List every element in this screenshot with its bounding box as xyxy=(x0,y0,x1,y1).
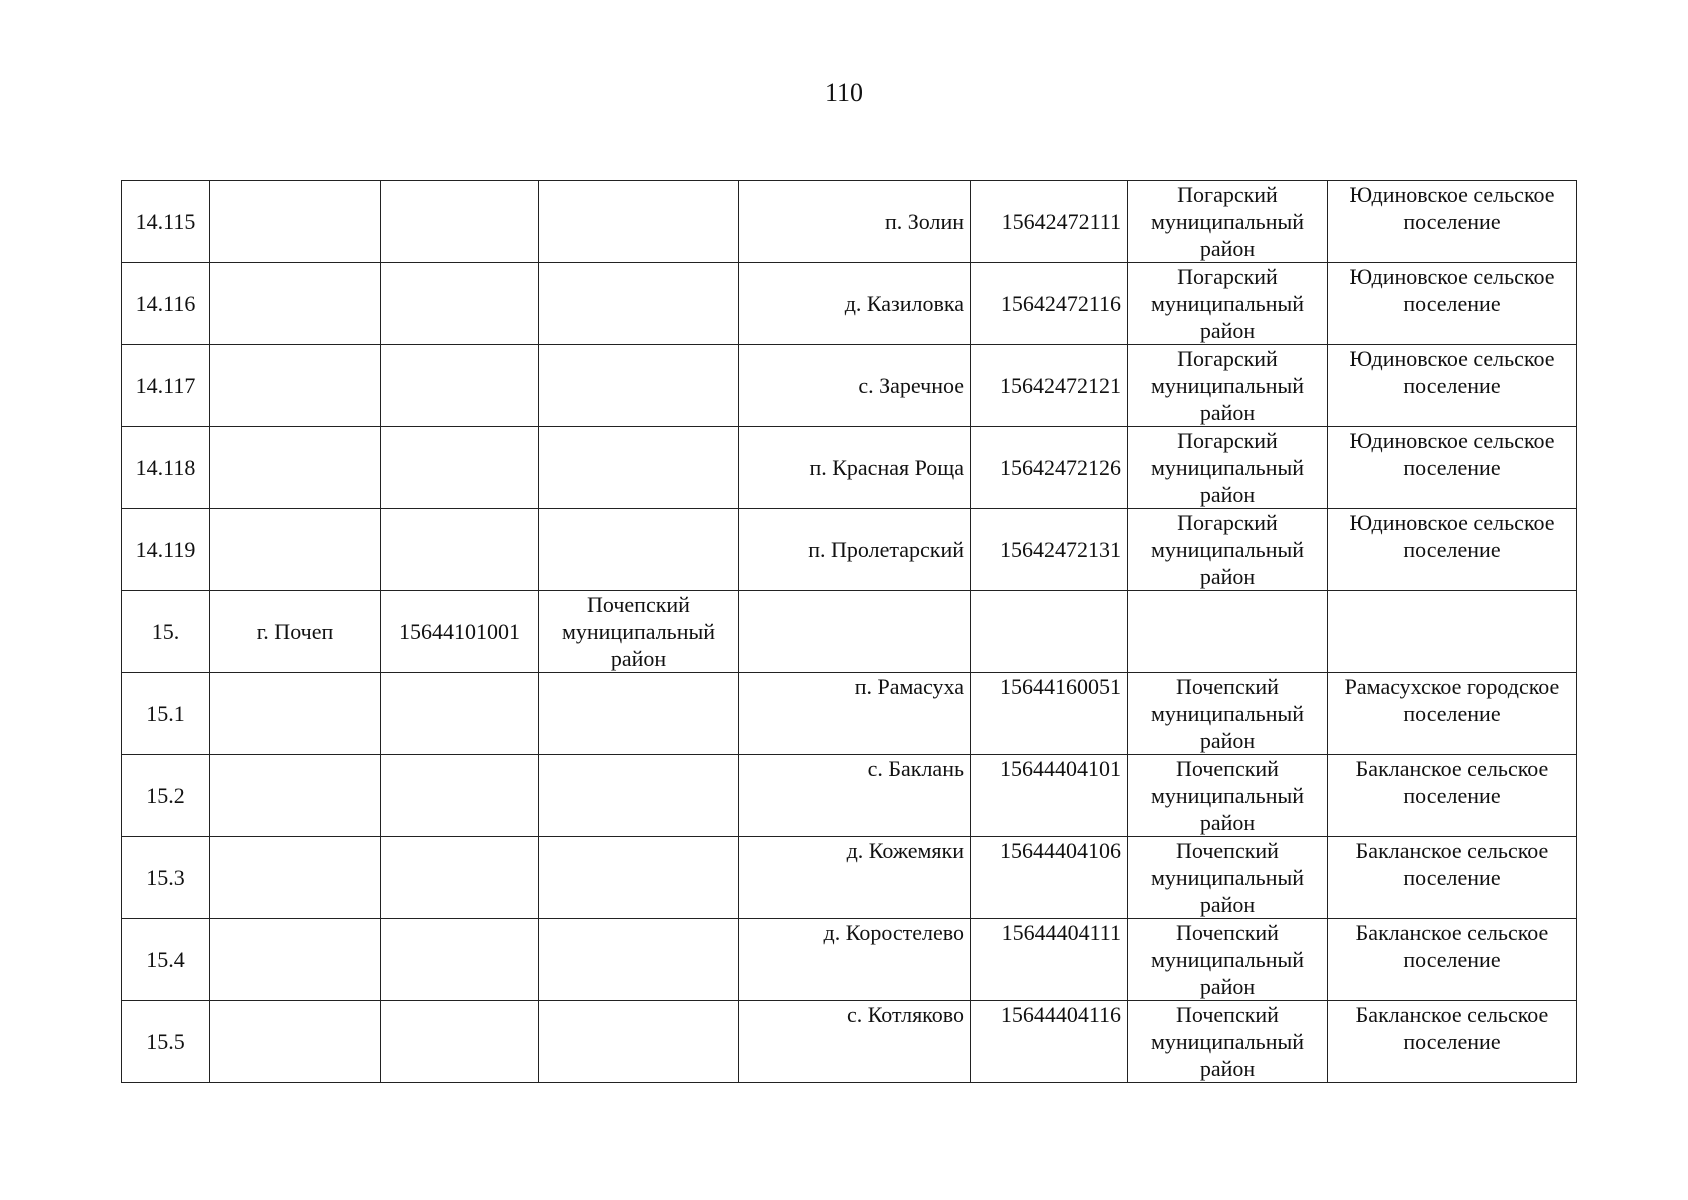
table-row xyxy=(122,345,1577,427)
city-code-cell xyxy=(381,427,539,509)
city-cell: г. Почеп xyxy=(210,591,381,673)
district-cell: Почепский муниципальный район xyxy=(539,591,739,673)
settlement-cell: с. Котляково xyxy=(739,1001,971,1083)
city-code-cell xyxy=(381,919,539,1001)
city-cell xyxy=(210,837,381,919)
settlement-cell: п. Рамасуха xyxy=(739,673,971,755)
settlement-cell: с. Баклань xyxy=(739,755,971,837)
city-cell xyxy=(210,1001,381,1083)
city-cell xyxy=(210,755,381,837)
table-row xyxy=(122,755,1577,837)
oktmo-code-cell: 15644160051 xyxy=(971,673,1128,755)
settlement-cell: п. Пролетарский xyxy=(739,509,971,591)
settlement-cell xyxy=(739,591,971,673)
city-code-cell xyxy=(381,1001,539,1083)
city-cell xyxy=(210,181,381,263)
district-cell xyxy=(539,673,739,755)
posting-cell: Рамасухское городское поселение xyxy=(1328,673,1577,755)
row-number-cell: 15.2 xyxy=(122,755,210,837)
city-code-cell xyxy=(381,509,539,591)
posting-cell: Юдиновское сельское поселение xyxy=(1328,181,1577,263)
municipality-cell: Погарский муниципальный район xyxy=(1128,345,1328,427)
settlement-cell: п. Красная Роща xyxy=(739,427,971,509)
row-number-cell: 14.117 xyxy=(122,345,210,427)
row-number-cell: 15.4 xyxy=(122,919,210,1001)
district-cell xyxy=(539,919,739,1001)
city-code-cell xyxy=(381,345,539,427)
district-cell xyxy=(539,1001,739,1083)
municipality-cell xyxy=(1128,591,1328,673)
row-number-cell: 14.118 xyxy=(122,427,210,509)
posting-cell: Юдиновское сельское поселение xyxy=(1328,345,1577,427)
oktmo-code-cell: 15642472111 xyxy=(971,181,1128,263)
municipality-cell: Погарский муниципальный район xyxy=(1128,181,1328,263)
settlement-cell: п. Золин xyxy=(739,181,971,263)
municipality-cell: Почепский муниципальный район xyxy=(1128,919,1328,1001)
oktmo-code-cell: 15642472131 xyxy=(971,509,1128,591)
page-number: 110 xyxy=(824,78,864,107)
city-cell xyxy=(210,509,381,591)
row-number-cell: 14.115 xyxy=(122,181,210,263)
municipality-cell: Погарский муниципальный район xyxy=(1128,427,1328,509)
district-cell xyxy=(539,263,739,345)
municipality-cell: Погарский муниципальный район xyxy=(1128,263,1328,345)
city-cell xyxy=(210,427,381,509)
settlement-cell: д. Казиловка xyxy=(739,263,971,345)
oktmo-code-cell: 15644404116 xyxy=(971,1001,1128,1083)
row-number-cell: 14.116 xyxy=(122,263,210,345)
table-row xyxy=(122,1001,1577,1083)
row-number-cell: 15.5 xyxy=(122,1001,210,1083)
row-number-cell: 14.119 xyxy=(122,509,210,591)
municipality-cell: Погарский муниципальный район xyxy=(1128,509,1328,591)
posting-cell: Бакланское сельское поселение xyxy=(1328,755,1577,837)
row-number-cell: 15.1 xyxy=(122,673,210,755)
table-row xyxy=(122,263,1577,345)
oktmo-code-cell: 15642472116 xyxy=(971,263,1128,345)
city-code-cell: 15644101001 xyxy=(381,591,539,673)
posting-cell: Бакланское сельское поселение xyxy=(1328,837,1577,919)
table-row xyxy=(122,673,1577,755)
municipality-cell: Почепский муниципальный район xyxy=(1128,755,1328,837)
district-cell xyxy=(539,509,739,591)
oktmo-code-cell: 15642472126 xyxy=(971,427,1128,509)
oktmo-code-cell: 15644404106 xyxy=(971,837,1128,919)
oktmo-code-cell: 15642472121 xyxy=(971,345,1128,427)
district-cell xyxy=(539,427,739,509)
table-row xyxy=(122,919,1577,1001)
district-cell xyxy=(539,755,739,837)
city-code-cell xyxy=(381,263,539,345)
city-code-cell xyxy=(381,181,539,263)
settlement-cell: д. Кожемяки xyxy=(739,837,971,919)
oktmo-code-cell xyxy=(971,591,1128,673)
row-number-cell: 15. xyxy=(122,591,210,673)
table-row xyxy=(122,509,1577,591)
city-cell xyxy=(210,345,381,427)
municipality-cell: Почепский муниципальный район xyxy=(1128,1001,1328,1083)
table-body xyxy=(122,181,1577,1083)
city-cell xyxy=(210,263,381,345)
table-row xyxy=(122,181,1577,263)
posting-cell: Юдиновское сельское поселение xyxy=(1328,263,1577,345)
municipality-cell: Почепский муниципальный район xyxy=(1128,837,1328,919)
city-cell xyxy=(210,673,381,755)
city-code-cell xyxy=(381,673,539,755)
table-row xyxy=(122,837,1577,919)
settlements-table xyxy=(121,180,1577,1083)
municipality-cell: Почепский муниципальный район xyxy=(1128,673,1328,755)
posting-cell: Бакланское сельское поселение xyxy=(1328,1001,1577,1083)
city-code-cell xyxy=(381,755,539,837)
city-code-cell xyxy=(381,837,539,919)
city-cell xyxy=(210,919,381,1001)
district-cell xyxy=(539,837,739,919)
settlement-cell: с. Заречное xyxy=(739,345,971,427)
district-cell xyxy=(539,181,739,263)
table-row xyxy=(122,427,1577,509)
table-row xyxy=(122,591,1577,673)
oktmo-code-cell: 15644404111 xyxy=(971,919,1128,1001)
posting-cell: Юдиновское сельское поселение xyxy=(1328,427,1577,509)
posting-cell: Бакланское сельское поселение xyxy=(1328,919,1577,1001)
district-cell xyxy=(539,345,739,427)
oktmo-code-cell: 15644404101 xyxy=(971,755,1128,837)
posting-cell: Юдиновское сельское поселение xyxy=(1328,509,1577,591)
posting-cell xyxy=(1328,591,1577,673)
settlement-cell: д. Коростелево xyxy=(739,919,971,1001)
row-number-cell: 15.3 xyxy=(122,837,210,919)
